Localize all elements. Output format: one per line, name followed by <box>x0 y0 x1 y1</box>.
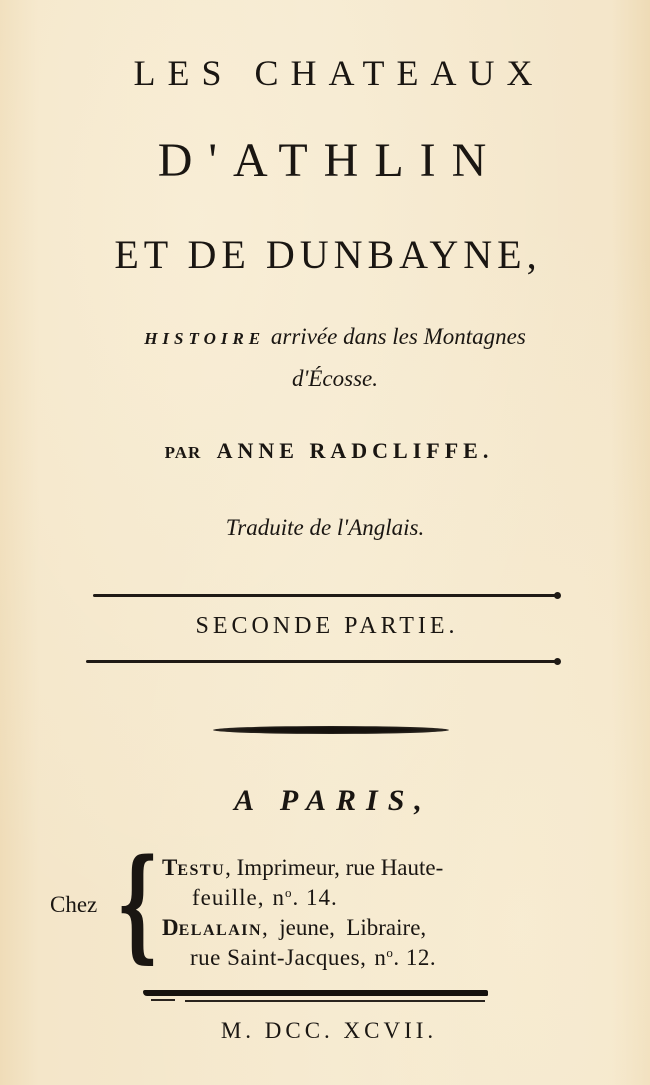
publisher-2-number: . 12. <box>393 945 437 970</box>
publisher-1-role: , Imprimeur, rue Haute- <box>225 855 444 880</box>
publisher-2-role: , jeune, Libraire, <box>262 915 427 940</box>
curly-brace-icon: { <box>116 831 160 975</box>
thick-rule <box>143 990 488 996</box>
subtitle-line-2: d'Écosse. <box>291 366 379 391</box>
title-line-et-de-dunbayne: ET DE DUNBAYNE, <box>114 232 542 277</box>
publisher-1-no: n <box>272 885 285 910</box>
double-rule-above-date <box>143 990 488 1004</box>
rule-above-part <box>93 594 559 597</box>
publication-date: M. DCC. XCVII. <box>220 1018 438 1043</box>
translation-note: Traduite de l'Anglais. <box>225 515 425 540</box>
author-line <box>0 438 650 464</box>
title-line-les-chateaux: LES CHATEAUX <box>133 53 545 93</box>
publisher-2-initial: D <box>162 915 179 940</box>
publisher-2-name: ELALAIN <box>178 922 263 939</box>
volume-label: SECONDE PARTIE. <box>195 613 459 639</box>
publisher-1-street: feuille, <box>192 885 265 910</box>
publisher-1-number: . 14. <box>292 885 338 910</box>
imprint-chez: Chez <box>50 892 98 917</box>
author-name: ANNE RADCLIFFE. <box>216 438 494 463</box>
publisher-2-line-1 <box>162 915 426 941</box>
rule-below-part <box>86 660 559 663</box>
title-line-dathlin: D'ATHLIN <box>157 134 503 187</box>
publisher-2-no: n <box>374 945 387 970</box>
ornamental-rule <box>213 726 449 734</box>
publisher-1-initial: T <box>162 855 178 880</box>
publisher-1-no-sup: o <box>285 885 293 900</box>
publisher-2-street: rue Saint-Jacques, <box>190 945 367 970</box>
subtitle-line-1 <box>0 324 650 350</box>
publisher-2-no-sup: o <box>386 945 394 960</box>
imprint-city: A PARIS, <box>234 784 432 817</box>
publisher-1-name: ESTU <box>177 862 226 879</box>
publisher-2-line-2 <box>190 945 436 971</box>
subtitle-histoire: HISTOIRE <box>144 329 266 348</box>
author-prefix: PAR <box>164 443 202 462</box>
publisher-1-line-1 <box>162 855 443 881</box>
thin-rule-left <box>151 999 175 1001</box>
publisher-1-line-2 <box>192 885 338 911</box>
thin-rule <box>185 1000 485 1002</box>
imprint-block <box>0 831 650 978</box>
subtitle-line-1-rest: arrivée dans les Montagnes <box>270 324 526 349</box>
